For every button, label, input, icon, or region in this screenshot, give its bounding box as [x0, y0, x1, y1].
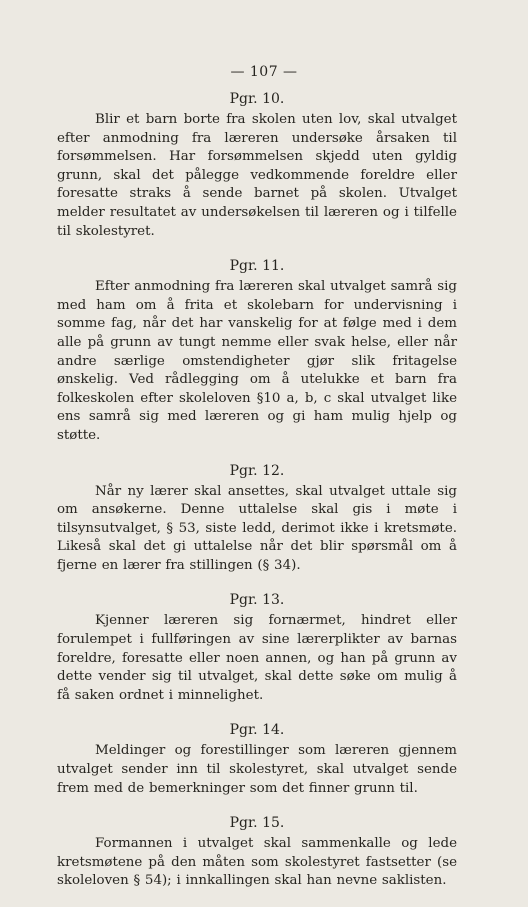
section-pgr-12 — [57, 462, 457, 576]
section-pgr-15 — [57, 814, 457, 891]
section-pgr-13 — [57, 591, 457, 705]
section-heading: Pgr. 12. — [229, 462, 285, 479]
section-paragraph: Når ny lærer skal ansettes, skal utvalget uttale sig om ansøkerne. Denne uttalelse skal gis i møte i tilsynsutvalget, § 53, siste ledd, derimot ikke i kretsmøte. Likeså skal det gi uttalelse når det blir spørsmål om å fjerne en lærer fra stillingen (§ 34). — [57, 483, 457, 573]
section-heading: Pgr. 13. — [229, 592, 285, 609]
section-pgr-10 — [57, 90, 457, 241]
section-paragraph: Efter anmodning fra læreren skal utvalget samrå sig med ham om å frita et skolebarn for undervisning i somme fag, når det har vanskelig for at følge med i dem alle på grunn av tungt nemme eller svak helse, eller når andre særlige omstendigheter gjør slik fritagelse ønskelig. Ved rådlegging om å utelukke et barn fra folkeskolen efter skoleloven §10 a, b, c skal utvalget like ens samrå sig med læreren og gi ham mulig hjelp og støtte. — [57, 279, 457, 443]
section-pgr-14 — [57, 721, 457, 798]
section-heading: Pgr. 11. — [229, 258, 285, 275]
section-paragraph: Formannen i utvalget skal sammenkalle og lede kretsmøtene på den måten som skolestyret fastsetter (se skoleloven § 54); i innkallingen skal han nevne saklisten. — [57, 836, 457, 889]
section-paragraph: Kjenner læreren sig fornærmet, hindret eller forulempet i fullføringen av sine lærerplikter av barnas foreldre, foresatte eller noen annen, og han på grunn av dette vender sig til utvalget, skal dette søke om mulig å få saken ordnet i minnelighet. — [57, 613, 457, 703]
section-heading: Pgr. 15. — [229, 815, 285, 832]
section-pgr-11 — [57, 257, 457, 445]
section-heading: Pgr. 14. — [229, 722, 285, 739]
section-paragraph: Meldinger og forestillinger som læreren gjennem utvalget sender inn til skolestyret, skal utvalget sende frem med de bemerkninger som det finner grunn til. — [57, 743, 457, 796]
page-content — [57, 90, 457, 907]
section-heading: Pgr. 10. — [229, 91, 285, 107]
section-paragraph: Blir et barn borte fra skolen uten lov, skal utvalget efter anmodning fra læreren undersøke årsaken til forsømmelsen. Har forsømmelsen skjedd uten gyldig grunn, skal det pålegge vedkommende foreldre eller foresatte straks å sende barnet på skolen. Utvalget melder resultatet av undersøkelsen til læreren og i tilfelle til skolestyret. — [57, 112, 457, 239]
page-number: — 107 — — [230, 64, 298, 80]
